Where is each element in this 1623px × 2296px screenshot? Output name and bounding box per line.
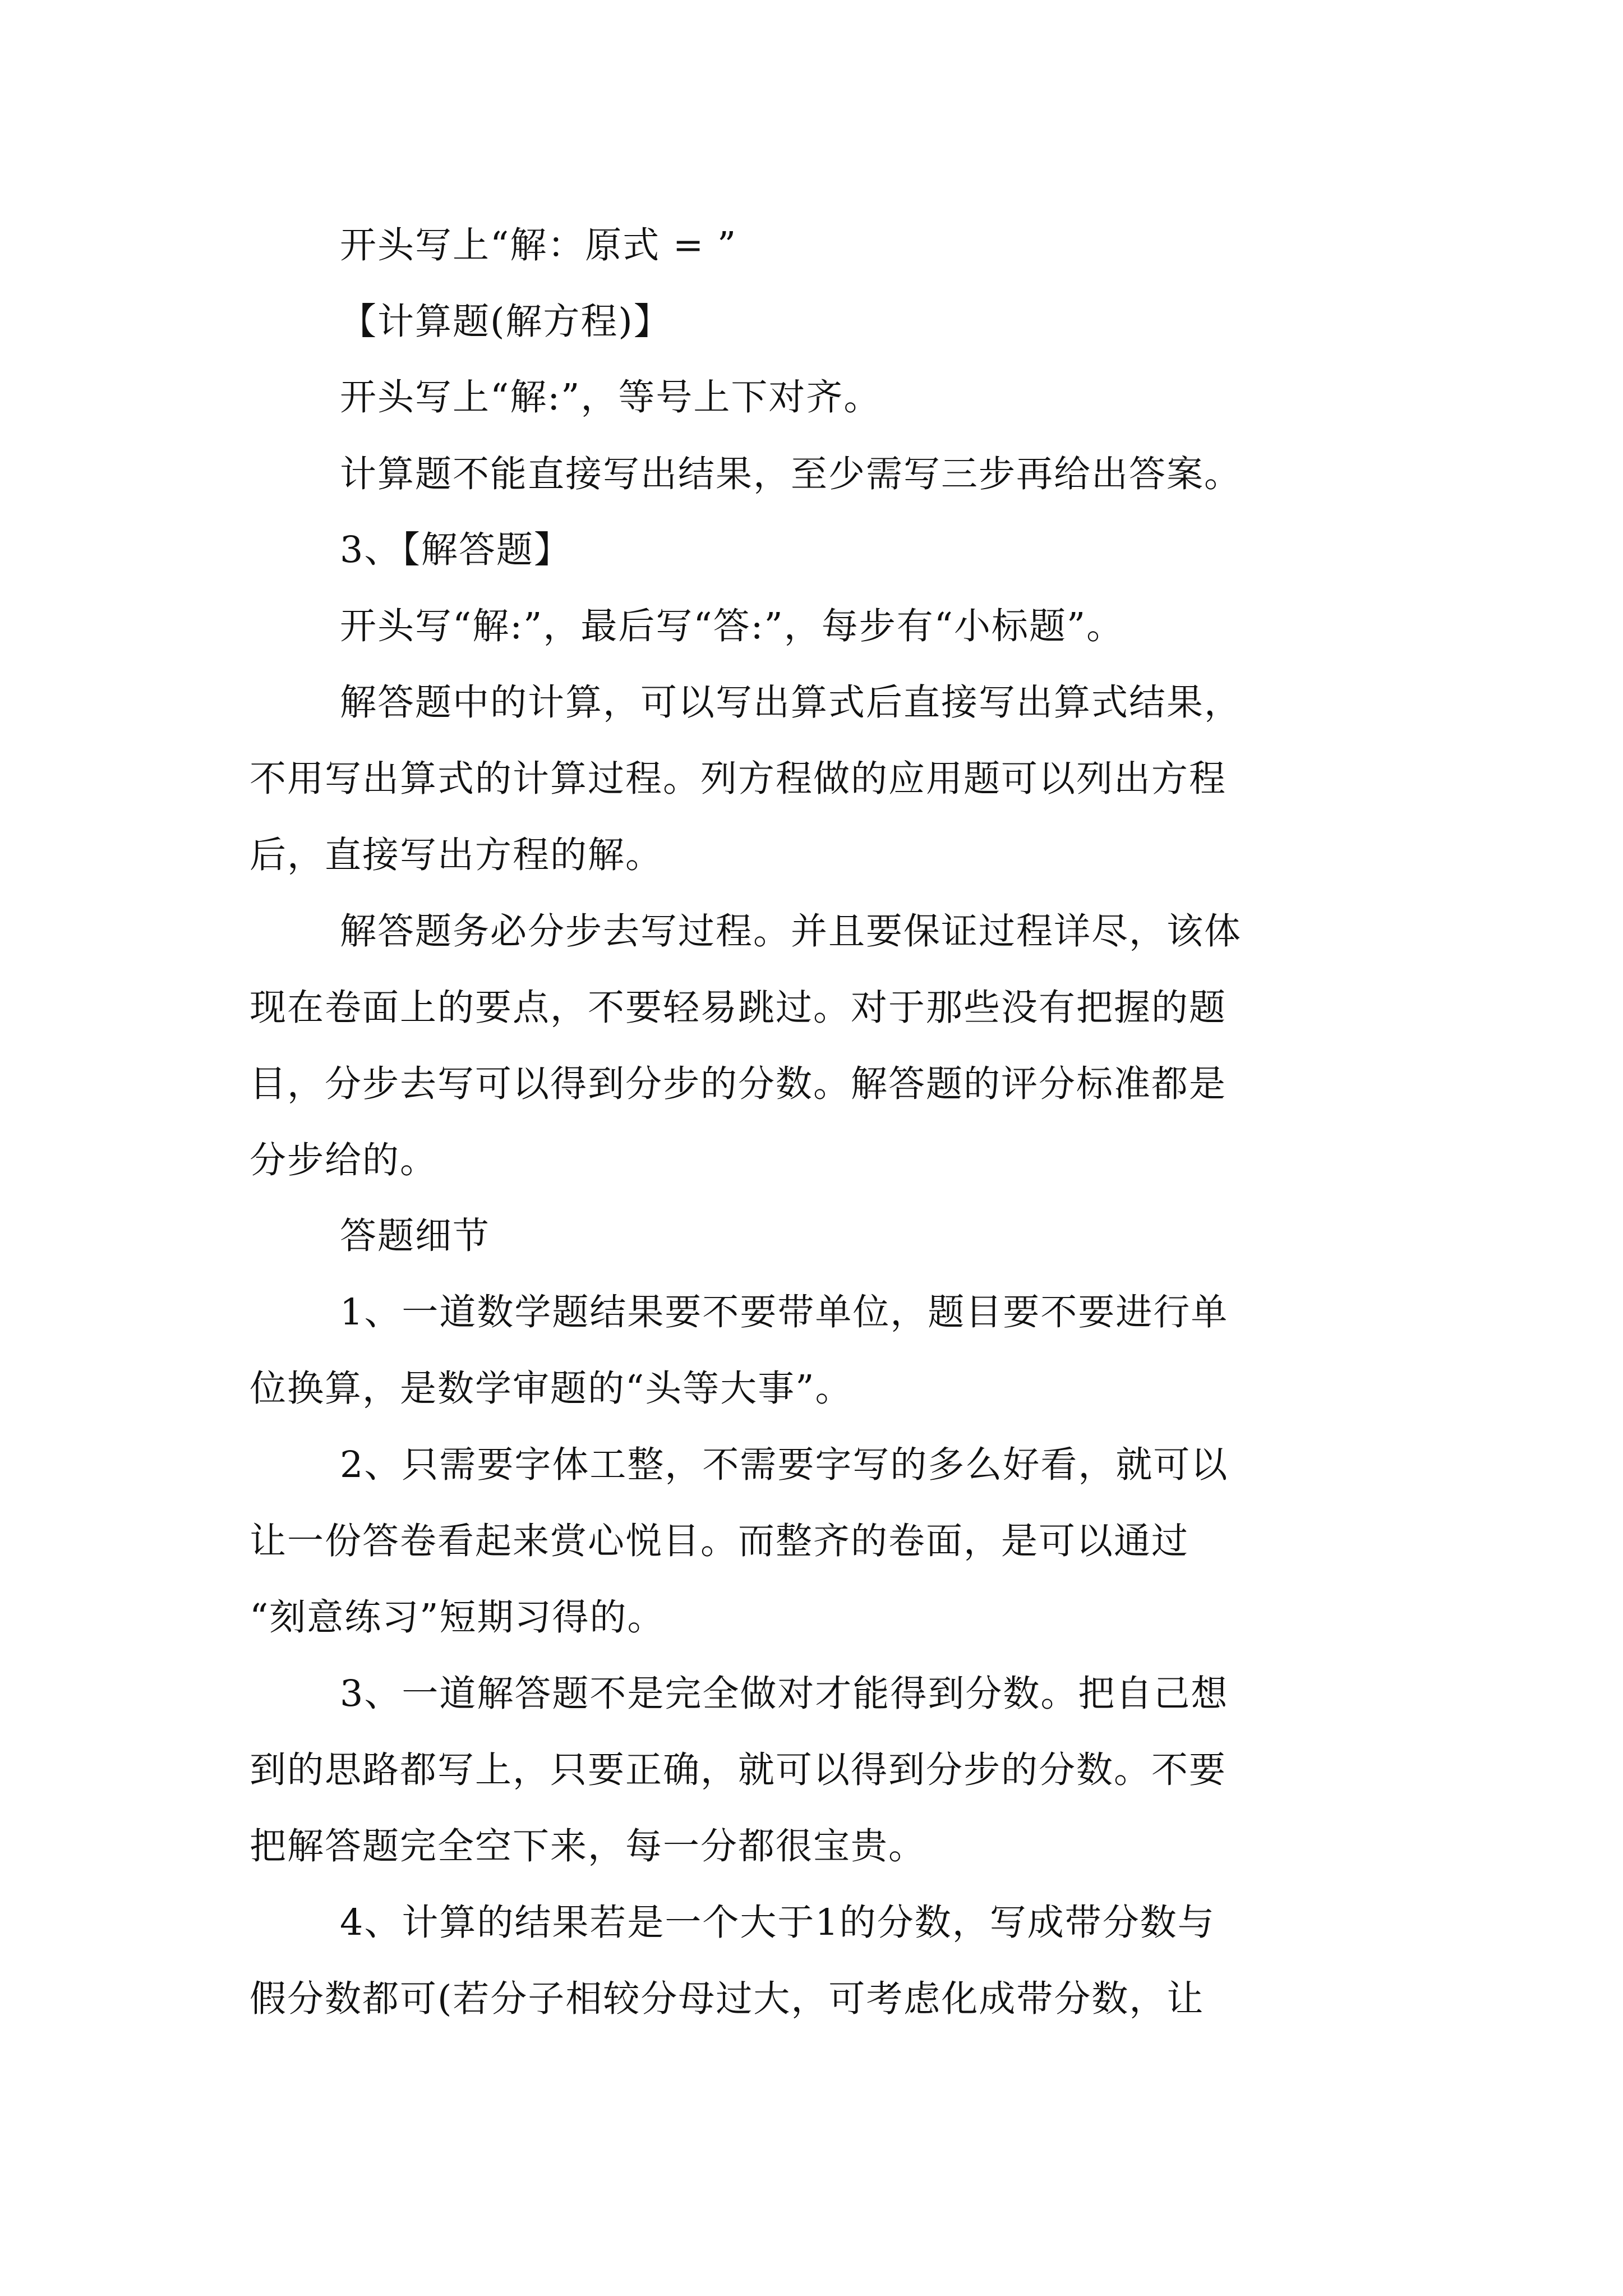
text-line: 答题细节	[340, 1215, 491, 1257]
text-line: 让一份答卷看起来赏心悦目。而整齐的卷面，是可以通过	[250, 1520, 1189, 1562]
text-line: 位换算，是数学审题的“头等大事”。	[250, 1368, 853, 1410]
text-line: 把解答题完全空下来，每一分都很宝贵。	[250, 1825, 926, 1867]
text-line: 3、一道解答题不是完全做对才能得到分数。把自己想	[340, 1673, 1229, 1715]
text-line: 解答题中的计算，可以写出算式后直接写出算式结果，	[340, 682, 1242, 724]
text-line: 【计算题(解方程)】	[340, 301, 671, 343]
text-line: 4、计算的结果若是一个大于1的分数，写成带分数与	[340, 1902, 1215, 1944]
text-line: 1、一道数学题结果要不要带单位，题目要不要进行单	[340, 1291, 1229, 1333]
text-line: 假分数都可(若分子相较分母过大，可考虑化成带分数，让	[250, 1978, 1205, 2020]
text-line: 3、【解答题】	[340, 529, 571, 571]
text-line: 开头写“解:”，最后写“答:”，每步有“小标题”。	[340, 605, 1124, 647]
text-line: 开头写上“解:”，等号上下对齐。	[340, 376, 882, 418]
text-line: “刻意练习”短期习得的。	[250, 1596, 665, 1639]
text-line: 后，直接写出方程的解。	[250, 834, 663, 876]
text-line: 目，分步去写可以得到分步的分数。解答题的评分标准都是	[250, 1063, 1227, 1105]
text-line: 不用写出算式的计算过程。列方程做的应用题可以列出方程	[250, 758, 1227, 800]
text-line: 2、只需要字体工整，不需要字写的多么好看，就可以	[340, 1444, 1229, 1486]
text-line: 分步给的。	[250, 1139, 438, 1181]
text-line: 现在卷面上的要点，不要轻易跳过。对于那些没有把握的题	[250, 987, 1227, 1029]
text-line: 到的思路都写上，只要正确，就可以得到分步的分数。不要	[250, 1749, 1227, 1791]
text-line: 计算题不能直接写出结果，至少需写三步再给出答案。	[340, 453, 1242, 495]
text-line: 解答题务必分步去写过程。并且要保证过程详尽，该体	[340, 910, 1242, 953]
text-line: 开头写上“解：原式 = ”	[340, 224, 737, 266]
